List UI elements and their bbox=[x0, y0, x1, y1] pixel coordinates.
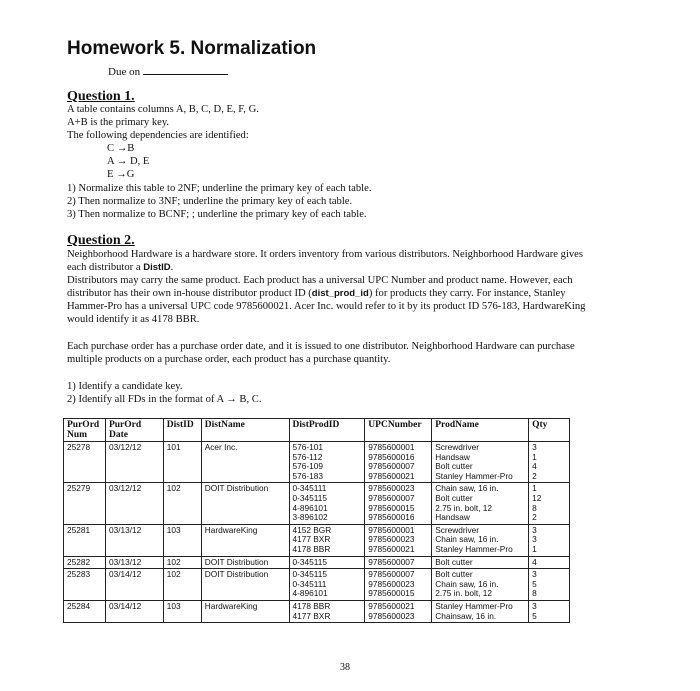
cell-line: 0-345115 bbox=[292, 492, 327, 503]
q2-para2-b: ) for products they carry. For instance, Stanley Hammer-Pro has a universal UPC code 9785600021. Acer Inc. would refer to it by its product ID 576-183, HardwareKing would identify it as 4178 BBR. bbox=[67, 288, 586, 325]
cell-line: 8 bbox=[532, 588, 537, 599]
distributor-product-id-cell bbox=[289, 556, 365, 569]
table-row bbox=[64, 483, 570, 524]
distributor-id-cell: 103 bbox=[163, 600, 201, 622]
purchase-order-number-cell: 25284 bbox=[64, 600, 106, 622]
purchase-order-date-cell: 03/12/12 bbox=[105, 483, 163, 524]
upc-number-cell bbox=[365, 524, 432, 556]
distributor-name-cell: DOIT Distribution bbox=[201, 569, 289, 601]
cell-line: 9785600023 bbox=[368, 534, 415, 545]
product-name-cell bbox=[432, 569, 529, 601]
q1-line: A table contains columns A, B, C, D, E, F, G. bbox=[67, 104, 259, 115]
q2-para2-bold: dist_prod_id bbox=[311, 288, 369, 299]
distributor-id-cell: 102 bbox=[163, 556, 201, 569]
cell-line: 9785600021 bbox=[368, 600, 415, 611]
cell-line: 4177 BXR bbox=[292, 534, 331, 545]
column-header: ProdName bbox=[432, 419, 529, 442]
cell-line: 9785600016 bbox=[368, 451, 415, 462]
distributor-id-cell: 102 bbox=[163, 569, 201, 601]
table-row bbox=[64, 556, 570, 569]
cell-line: 4 bbox=[532, 461, 537, 472]
cell-line: 2.75 in. bolt, 12 bbox=[435, 502, 492, 513]
upc-number-cell bbox=[365, 569, 432, 601]
cell-line: Bolt cutter bbox=[435, 461, 473, 472]
upc-number-cell bbox=[365, 600, 432, 622]
table-header-row bbox=[64, 419, 570, 442]
cell-line: 4178 BBR bbox=[292, 600, 331, 611]
cell-line: Bolt cutter bbox=[435, 556, 473, 567]
q1-dependency: E →G bbox=[107, 169, 135, 180]
cell-line: 9785600023 bbox=[368, 483, 415, 494]
column-header: UPCNumber bbox=[365, 419, 432, 442]
purchase-order-date-cell: 03/13/12 bbox=[105, 556, 163, 569]
column-header: PurOrd Date bbox=[105, 419, 163, 442]
table-row bbox=[64, 524, 570, 556]
product-name-cell bbox=[432, 524, 529, 556]
cell-line: 3 bbox=[532, 569, 537, 580]
distributor-name-cell: Acer Inc. bbox=[201, 442, 289, 483]
upc-number-cell bbox=[365, 556, 432, 569]
cell-line: 9785600016 bbox=[368, 512, 415, 523]
column-header: Qty bbox=[529, 419, 570, 442]
distributor-id-cell: 103 bbox=[163, 524, 201, 556]
cell-line: Stanley Hammer-Pro bbox=[435, 600, 513, 611]
cell-line: 1 bbox=[532, 483, 537, 494]
purchase-order-number-cell: 25281 bbox=[64, 524, 106, 556]
distributor-product-id-cell bbox=[289, 442, 365, 483]
distributor-product-id-cell bbox=[289, 524, 365, 556]
cell-line: 9785600021 bbox=[368, 543, 415, 554]
cell-line: Chainsaw, 16 in. bbox=[435, 610, 497, 621]
cell-line: 2 bbox=[532, 512, 537, 523]
purchase-order-date-cell: 03/14/12 bbox=[105, 600, 163, 622]
distributor-name-cell: DOIT Distribution bbox=[201, 556, 289, 569]
cell-line: Bolt cutter bbox=[435, 492, 473, 503]
cell-line: Chain saw, 16 in. bbox=[435, 483, 499, 494]
cell-line: 9785600001 bbox=[368, 442, 415, 452]
cell-line: 9785600021 bbox=[368, 470, 415, 481]
due-label: Due on bbox=[108, 66, 141, 78]
purchase-order-date-cell: 03/12/12 bbox=[105, 442, 163, 483]
q1-task: 2) Then normalize to 3NF; underline the primary key of each table. bbox=[67, 196, 353, 207]
purchase-order-date-cell: 03/14/12 bbox=[105, 569, 163, 601]
q1-task: 3) Then normalize to BCNF; ; underline the primary key of each table. bbox=[67, 209, 367, 220]
column-header: DistName bbox=[201, 419, 289, 442]
cell-line: 9785600015 bbox=[368, 502, 415, 513]
distributor-product-id-cell bbox=[289, 483, 365, 524]
cell-line: 3 bbox=[532, 442, 537, 452]
question-2-heading: Question 2. bbox=[67, 233, 135, 248]
due-date-blank bbox=[143, 64, 228, 75]
cell-line: 9785600023 bbox=[368, 610, 415, 621]
quantity-cell bbox=[529, 442, 570, 483]
upc-number-cell bbox=[365, 483, 432, 524]
cell-line: 9785600001 bbox=[368, 524, 415, 535]
column-header: DistID bbox=[163, 419, 201, 442]
cell-line: Stanley Hammer-Pro bbox=[435, 470, 513, 481]
cell-line: 9785600023 bbox=[368, 578, 415, 589]
quantity-cell bbox=[529, 569, 570, 601]
q2-para2-a: Distributors may carry the same product. Each product has a universal UPC Number and product name. However, each distributor has their own in-house distributor product ID ( bbox=[67, 275, 573, 299]
cell-line: Chain saw, 16 in. bbox=[435, 578, 499, 589]
purchase-order-date-cell: 03/13/12 bbox=[105, 524, 163, 556]
upc-number-cell bbox=[365, 442, 432, 483]
cell-line: 3 bbox=[532, 600, 537, 611]
cell-line: 576-112 bbox=[292, 451, 323, 462]
cell-line: 8 bbox=[532, 502, 537, 513]
cell-line: 5 bbox=[532, 610, 537, 621]
cell-line: 3 bbox=[532, 534, 537, 545]
table-body bbox=[64, 442, 570, 623]
distributor-product-id-cell bbox=[289, 600, 365, 622]
purchase-order-number-cell: 25282 bbox=[64, 556, 106, 569]
cell-line: 9785600007 bbox=[368, 492, 415, 503]
cell-line: 1 bbox=[532, 451, 537, 462]
cell-line: Handsaw bbox=[435, 512, 470, 523]
cell-line: 2 bbox=[532, 470, 537, 481]
product-name-cell bbox=[432, 556, 529, 569]
purchase-order-number-cell: 25279 bbox=[64, 483, 106, 524]
product-name-cell bbox=[432, 483, 529, 524]
cell-line: 0-345115 bbox=[292, 569, 327, 580]
purchase-order-table bbox=[63, 418, 570, 623]
distributor-id-cell: 101 bbox=[163, 442, 201, 483]
table-row bbox=[64, 600, 570, 622]
distributor-name-cell: HardwareKing bbox=[201, 524, 289, 556]
cell-line: 4152 BGR bbox=[292, 524, 332, 535]
cell-line: 4 bbox=[532, 556, 537, 567]
cell-line: 9785600015 bbox=[368, 588, 415, 599]
cell-line: 2.75 in. bolt, 12 bbox=[435, 588, 492, 599]
cell-line: 0-345111 bbox=[292, 483, 327, 494]
q2-para1-text: Neighborhood Hardware is a hardware store. It orders inventory from various distributors. Neighborhood Hardware gives each distributor a bbox=[67, 249, 584, 273]
q1-dependency: C →B bbox=[107, 143, 135, 154]
cell-line: 4177 BXR bbox=[292, 610, 331, 621]
cell-line: 576-101 bbox=[292, 442, 323, 452]
q2-paragraph-1 bbox=[67, 248, 587, 274]
page-title: Homework 5. Normalization bbox=[67, 38, 317, 59]
cell-line: 4-896101 bbox=[292, 502, 328, 513]
q2-task: 1) Identify a candidate key. bbox=[67, 381, 183, 392]
cell-line: Screwdriver bbox=[435, 524, 480, 535]
cell-line: 3-896102 bbox=[292, 512, 328, 523]
cell-line: Screwdriver bbox=[435, 442, 480, 452]
quantity-cell bbox=[529, 524, 570, 556]
column-header: DistProdID bbox=[289, 419, 365, 442]
table-row bbox=[64, 442, 570, 483]
q2-paragraph-2 bbox=[67, 274, 587, 326]
q1-line: The following dependencies are identified: bbox=[67, 130, 249, 141]
cell-line: 9785600007 bbox=[368, 461, 415, 472]
cell-line: 0-345115 bbox=[292, 556, 327, 567]
q1-task: 1) Normalize this table to 2NF; underline the primary key of each table. bbox=[67, 183, 372, 194]
table-row bbox=[64, 569, 570, 601]
quantity-cell bbox=[529, 483, 570, 524]
page-number: 38 bbox=[340, 662, 350, 673]
cell-line: Chain saw, 16 in. bbox=[435, 534, 499, 545]
cell-line: 1 bbox=[532, 543, 537, 554]
quantity-cell bbox=[529, 600, 570, 622]
distributor-name-cell: HardwareKing bbox=[201, 600, 289, 622]
q2-para1-end: . bbox=[170, 262, 174, 273]
cell-line: 12 bbox=[532, 492, 542, 503]
product-name-cell bbox=[432, 442, 529, 483]
distributor-name-cell: DOIT Distribution bbox=[201, 483, 289, 524]
cell-line: 9785600007 bbox=[368, 556, 415, 567]
cell-line: 0-345111 bbox=[292, 578, 327, 589]
q1-line: A+B is the primary key. bbox=[67, 117, 170, 128]
q2-task: 2) Identify all FDs in the format of A → B, C. bbox=[67, 394, 262, 405]
column-header: PurOrd Num bbox=[64, 419, 106, 442]
purchase-order-number-cell: 25278 bbox=[64, 442, 106, 483]
question-1-heading: Question 1. bbox=[67, 89, 135, 104]
cell-line: 576-183 bbox=[292, 470, 323, 481]
cell-line: 4178 BBR bbox=[292, 543, 331, 554]
q1-dependency: A → D, E bbox=[107, 156, 150, 167]
cell-line: 576-109 bbox=[292, 461, 323, 472]
quantity-cell bbox=[529, 556, 570, 569]
q2-para1-bold: DistID bbox=[143, 262, 171, 273]
distributor-id-cell: 102 bbox=[163, 483, 201, 524]
cell-line: 5 bbox=[532, 578, 537, 589]
cell-line: 4-896101 bbox=[292, 588, 328, 599]
due-date-line bbox=[108, 64, 228, 78]
distributor-product-id-cell bbox=[289, 569, 365, 601]
cell-line: Stanley Hammer-Pro bbox=[435, 543, 513, 554]
cell-line: 3 bbox=[532, 524, 537, 535]
cell-line: 9785600007 bbox=[368, 569, 415, 580]
cell-line: Bolt cutter bbox=[435, 569, 473, 580]
cell-line: Handsaw bbox=[435, 451, 470, 462]
product-name-cell bbox=[432, 600, 529, 622]
q2-paragraph-3: Each purchase order has a purchase order date, and it is issued to one distributor. Neighborhood Hardware can purchase multiple products on a purchase order, each product has a purchase quantity. bbox=[67, 341, 575, 365]
purchase-order-number-cell: 25283 bbox=[64, 569, 106, 601]
